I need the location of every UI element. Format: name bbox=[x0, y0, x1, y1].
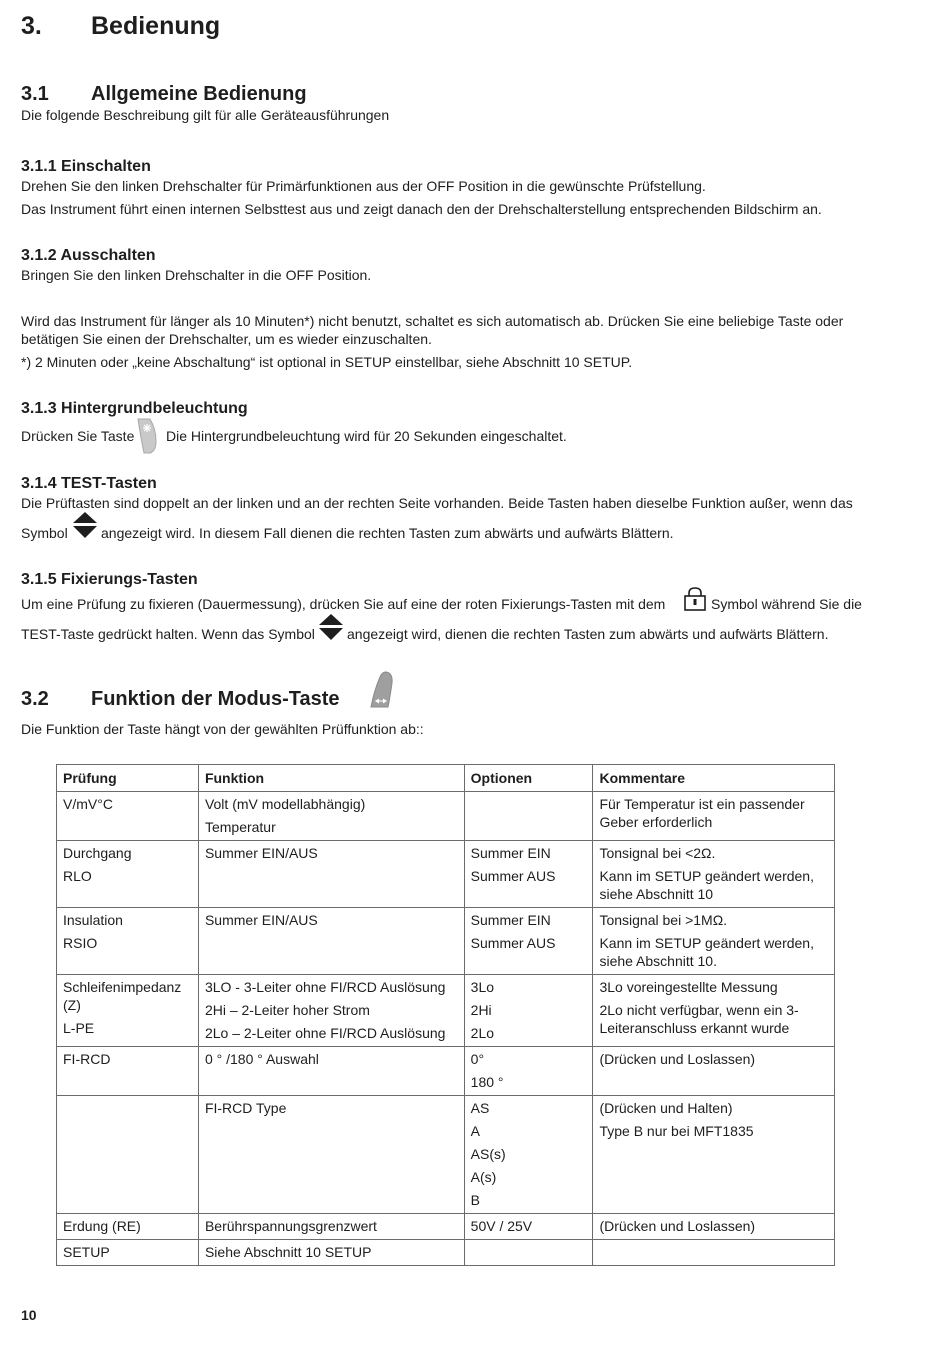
cell-line: V/mV°C bbox=[63, 796, 113, 812]
table-cell-optionen bbox=[464, 841, 593, 908]
backlight-key-icon bbox=[136, 417, 158, 455]
section-3-1-4-symbol-label: Symbol bbox=[21, 525, 68, 541]
cell-line: Summer EIN bbox=[470, 845, 551, 861]
cell-line: 3LO - 3-Leiter ohne FI/RCD Auslösung bbox=[204, 979, 446, 995]
table-cell-pruefung bbox=[57, 908, 199, 975]
cell-line: 180 ° bbox=[470, 1074, 504, 1090]
cell-line: Kann im SETUP geändert werden, siehe Abschnitt 10. bbox=[599, 935, 814, 969]
column-header-pruefung: Prüfung bbox=[57, 765, 199, 792]
table-cell-funktion bbox=[198, 975, 464, 1047]
section-3-1-2-line1: Bringen Sie den linken Drehschalter in die OFF Position. bbox=[21, 267, 372, 283]
cell-line: Durchgang bbox=[63, 845, 132, 861]
table-cell-kommentare bbox=[593, 792, 835, 841]
cell-line: 0 ° /180 ° Auswahl bbox=[204, 1051, 319, 1067]
cell-line: Summer AUS bbox=[470, 935, 556, 951]
table-cell-funktion bbox=[198, 1240, 464, 1266]
section-3-1-5-line1-after: Symbol während Sie die bbox=[711, 596, 862, 612]
cell-line: B bbox=[470, 1192, 480, 1208]
table-cell-pruefung bbox=[57, 1214, 199, 1240]
section-3-1-2-paragraph: Wird das Instrument für länger als 10 Minuten*) nicht benutzt, schaltet es sich automatisch ab. Drücken Sie eine beliebige Taste oder betätigen Sie einen der Drehschalter, um es wieder einzuschalten. bbox=[21, 313, 844, 347]
cell-line: Schleifenimpedanz (Z) bbox=[63, 979, 182, 1013]
cell-line: RSIO bbox=[63, 935, 98, 951]
table-cell-optionen bbox=[464, 1047, 593, 1096]
cell-line: A bbox=[470, 1123, 480, 1139]
cell-line: Temperatur bbox=[204, 819, 276, 835]
cell-line: L-PE bbox=[63, 1020, 95, 1036]
mode-key-icon bbox=[368, 671, 394, 709]
cell-line: (Drücken und Halten) bbox=[599, 1100, 733, 1116]
cell-line: AS bbox=[470, 1100, 490, 1116]
cell-line: Kann im SETUP geändert werden, siehe Abschnitt 10 bbox=[599, 868, 814, 902]
table-cell-funktion bbox=[198, 1047, 464, 1096]
chapter-number: 3. bbox=[21, 12, 42, 40]
cell-line: Summer EIN/AUS bbox=[204, 912, 318, 928]
table-cell-kommentare bbox=[593, 975, 835, 1047]
column-header-kommentare: Kommentare bbox=[593, 765, 835, 792]
cell-line: Summer EIN bbox=[470, 912, 551, 928]
cell-line: SETUP bbox=[63, 1244, 110, 1260]
cell-line: Siehe Abschnitt 10 SETUP bbox=[204, 1244, 372, 1260]
section-3-2-number: 3.2 bbox=[21, 688, 49, 710]
cell-line: RLO bbox=[63, 868, 92, 884]
table-cell-pruefung bbox=[57, 1096, 199, 1214]
table-row bbox=[57, 792, 835, 841]
cell-line: 3Lo bbox=[470, 979, 495, 995]
section-3-1-3-before: Drücken Sie Taste bbox=[21, 428, 135, 444]
cell-line: Insulation bbox=[63, 912, 123, 928]
cell-line: FI-RCD Type bbox=[204, 1100, 287, 1116]
section-3-1-3-after: Die Hintergrundbeleuchtung wird für 20 Sekunden eingeschaltet. bbox=[166, 428, 567, 444]
cell-line: Tonsignal bei <2Ω. bbox=[599, 845, 716, 861]
column-header-funktion: Funktion bbox=[198, 765, 464, 792]
section-3-1-title: Allgemeine Bedienung bbox=[91, 83, 307, 105]
section-3-1-5-line1-before: Um eine Prüfung zu fixieren (Dauermessung), drücken Sie auf eine der roten Fixierungs-Tasten mit dem bbox=[21, 596, 666, 612]
table-cell-pruefung bbox=[57, 975, 199, 1047]
chapter-title: Bedienung bbox=[91, 12, 221, 40]
chapter-heading bbox=[21, 12, 221, 41]
table-cell-optionen bbox=[464, 1214, 593, 1240]
cell-line: 0° bbox=[470, 1051, 485, 1067]
table-cell-kommentare bbox=[593, 908, 835, 975]
section-3-1-4-heading: 3.1.4 TEST-Tasten bbox=[21, 475, 157, 492]
section-3-1-1-line1: Drehen Sie den linken Drehschalter für Primärfunktionen aus der OFF Position in die gewünschte Prüfstellung. bbox=[21, 178, 706, 194]
table-cell-kommentare bbox=[593, 841, 835, 908]
page-number: 10 bbox=[21, 1307, 37, 1323]
cell-line: Summer EIN/AUS bbox=[204, 845, 318, 861]
table-cell-pruefung bbox=[57, 792, 199, 841]
cell-line: Erdung (RE) bbox=[63, 1218, 141, 1234]
section-3-1-1-line2: Das Instrument führt einen internen Selbsttest aus und zeigt danach den der Drehschalterstellung entsprechenden Bildschirm an. bbox=[21, 201, 822, 217]
section-3-1-2-heading: 3.1.2 Ausschalten bbox=[21, 247, 156, 264]
cell-line: Tonsignal bei >1MΩ. bbox=[599, 912, 728, 928]
cell-line: (Drücken und Loslassen) bbox=[599, 1218, 756, 1234]
cell-line: 2Lo – 2-Leiter ohne FI/RCD Auslösung bbox=[204, 1025, 446, 1041]
cell-line: 2Hi bbox=[470, 1002, 492, 1018]
table-cell-kommentare bbox=[593, 1214, 835, 1240]
table-row bbox=[57, 841, 835, 908]
cell-line: AS(s) bbox=[470, 1146, 506, 1162]
cell-line: FI-RCD bbox=[63, 1051, 111, 1067]
table-body bbox=[57, 792, 835, 1266]
cell-line: Berührspannungsgrenzwert bbox=[204, 1218, 377, 1234]
table-row bbox=[57, 1240, 835, 1266]
column-header-optionen: Optionen bbox=[464, 765, 593, 792]
table-row bbox=[57, 908, 835, 975]
table-cell-funktion bbox=[198, 1096, 464, 1214]
section-3-1-number: 3.1 bbox=[21, 83, 49, 105]
section-3-1-5-heading: 3.1.5 Fixierungs-Tasten bbox=[21, 571, 198, 588]
cell-line: 2Lo nicht verfügbar, wenn ein 3-Leiteranschluss erkannt wurde bbox=[599, 1002, 799, 1036]
table-cell-optionen bbox=[464, 975, 593, 1047]
cell-line: 2Hi – 2-Leiter hoher Strom bbox=[204, 1002, 370, 1018]
cell-line: 2Lo bbox=[470, 1025, 495, 1041]
table-row bbox=[57, 1047, 835, 1096]
table-cell-kommentare bbox=[593, 1240, 835, 1266]
table-cell-funktion bbox=[198, 841, 464, 908]
table-cell-funktion bbox=[198, 1214, 464, 1240]
mode-function-table bbox=[56, 764, 835, 1266]
table-cell-kommentare bbox=[593, 1047, 835, 1096]
cell-line: (Drücken und Loslassen) bbox=[599, 1051, 756, 1067]
table-cell-pruefung bbox=[57, 1240, 199, 1266]
section-3-1-1-heading: 3.1.1 Einschalten bbox=[21, 158, 151, 175]
cell-line: Volt (mV modellabhängig) bbox=[204, 796, 366, 812]
section-3-1-2-note: *) 2 Minuten oder „keine Abschaltung“ ist optional in SETUP einstellbar, siehe Abschnitt 10 SETUP. bbox=[21, 354, 633, 370]
table-cell-pruefung bbox=[57, 1047, 199, 1096]
table-cell-optionen bbox=[464, 1240, 593, 1266]
table-cell-optionen bbox=[464, 792, 593, 841]
cell-line: Type B nur bei MFT1835 bbox=[599, 1123, 754, 1139]
cell-line: Für Temperatur ist ein passender Geber erforderlich bbox=[599, 796, 805, 830]
table-cell-kommentare bbox=[593, 1096, 835, 1214]
cell-line: Summer AUS bbox=[470, 868, 556, 884]
table-cell-pruefung bbox=[57, 841, 199, 908]
scroll-arrows-icon bbox=[318, 613, 344, 641]
section-3-1-text: Die folgende Beschreibung gilt für alle Geräteausführungen bbox=[21, 107, 390, 123]
section-3-1-5-line2-after: angezeigt wird, dienen die rechten Tasten zum abwärts und aufwärts Blättern. bbox=[347, 626, 829, 642]
table-row bbox=[57, 975, 835, 1047]
section-3-2-text: Die Funktion der Taste hängt von der gewählten Prüffunktion ab:: bbox=[21, 721, 424, 737]
table-header-row bbox=[57, 765, 835, 792]
lock-icon bbox=[683, 586, 707, 612]
table-cell-funktion bbox=[198, 792, 464, 841]
table-cell-funktion bbox=[198, 908, 464, 975]
table-row bbox=[57, 1214, 835, 1240]
section-3-1-4-line1: Die Prüftasten sind doppelt an der linken und an der rechten Seite vorhanden. Beide Tasten haben dieselbe Funktion außer, wenn das bbox=[21, 495, 853, 511]
section-3-1-3-heading: 3.1.3 Hintergrundbeleuchtung bbox=[21, 400, 248, 417]
table-cell-optionen bbox=[464, 908, 593, 975]
section-3-1-5-line2-before: TEST-Taste gedrückt halten. Wenn das Symbol bbox=[21, 626, 315, 642]
table-cell-optionen bbox=[464, 1096, 593, 1214]
cell-line: 50V / 25V bbox=[470, 1218, 533, 1234]
cell-line: A(s) bbox=[470, 1169, 497, 1185]
table-row bbox=[57, 1096, 835, 1214]
cell-line: 3Lo voreingestellte Messung bbox=[599, 979, 778, 995]
scroll-arrows-icon bbox=[72, 511, 98, 539]
section-3-2-title: Funktion der Modus-Taste bbox=[91, 688, 340, 710]
section-3-1-4-line2: angezeigt wird. In diesem Fall dienen die rechten Tasten zum abwärts und aufwärts Blättern. bbox=[101, 525, 674, 541]
